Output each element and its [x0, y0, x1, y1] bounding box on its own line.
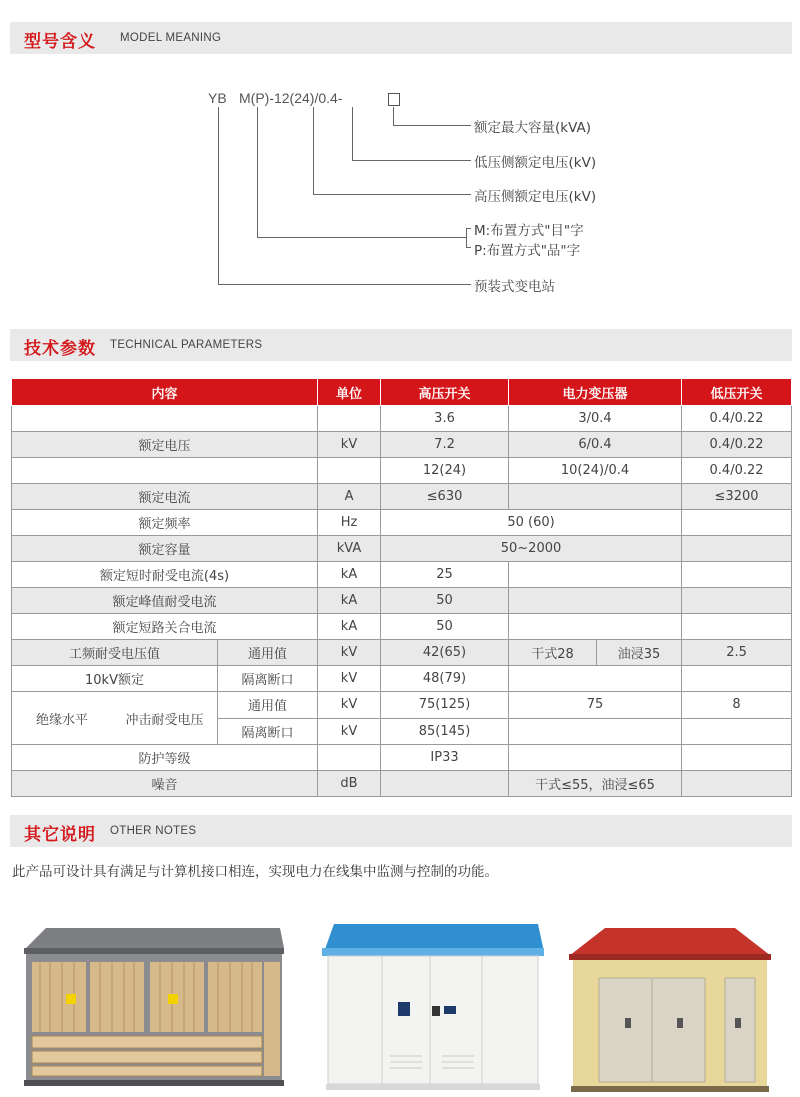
product-image-wood-substation — [18, 918, 290, 1093]
table-row — [12, 666, 792, 692]
cell: 50 (60) — [381, 510, 682, 536]
cell: 0.4/0.22 — [682, 432, 792, 458]
cell: 7.2 — [381, 432, 509, 458]
table-row — [12, 692, 792, 719]
cell: ≤3200 — [682, 484, 792, 510]
table-row — [12, 745, 792, 771]
table-row — [12, 614, 792, 640]
cell: 3.6 — [381, 406, 509, 432]
model-label-capacity: 额定最大容量(kVA) — [474, 120, 591, 136]
cell-unit: Hz — [318, 510, 381, 536]
model-diagram — [0, 70, 800, 310]
section-header-model — [10, 22, 792, 54]
cell-unit: kA — [318, 562, 381, 588]
header-transformer: 电力变压器 — [509, 379, 682, 406]
cell: 25 — [381, 562, 509, 588]
connector-line — [466, 247, 471, 248]
connector-line — [218, 107, 219, 285]
connector-line — [257, 237, 466, 238]
cell: 75 — [509, 692, 682, 719]
header-lv-switch: 低压开关 — [682, 379, 792, 406]
product-image-house-substation — [565, 922, 775, 1093]
cell-unit: dB — [318, 771, 381, 797]
section-title-cn: 其它说明 — [24, 825, 96, 845]
cell-label: 额定电压 — [12, 432, 318, 458]
product-image-white-substation — [318, 918, 548, 1093]
cell-sublabel: 通用值 — [218, 640, 318, 666]
cell: ≤630 — [381, 484, 509, 510]
cell: 12(24) — [381, 458, 509, 484]
model-label-layout-m: M:布置方式"目"字 — [474, 223, 584, 239]
cell-label: 额定峰值耐受电流 — [12, 588, 318, 614]
connector-line — [466, 228, 471, 229]
header-unit: 单位 — [318, 379, 381, 406]
table-row — [12, 406, 792, 432]
table-row — [12, 640, 792, 666]
connector-line — [466, 228, 467, 248]
cell-insulation — [12, 692, 218, 745]
table-row — [12, 771, 792, 797]
connector-line — [352, 107, 353, 161]
cell-label: 噪音 — [12, 771, 318, 797]
cell-unit: kV — [318, 432, 381, 458]
section-header-tech — [10, 329, 792, 361]
cell-label: 防护等级 — [12, 745, 318, 771]
section-title-en: OTHER NOTES — [110, 825, 197, 837]
connector-line — [313, 194, 471, 195]
cell: 0.4/0.22 — [682, 458, 792, 484]
cell-label: 冲击耐受电压 — [125, 712, 204, 728]
table-row — [12, 510, 792, 536]
model-code-rest: M(P)-12(24)/0.4- — [239, 90, 343, 106]
table-row — [12, 484, 792, 510]
connector-line — [313, 107, 314, 195]
cell-label: 工频耐受电压值 — [12, 640, 218, 666]
table-row — [12, 536, 792, 562]
table-row — [12, 458, 792, 484]
model-label-lv-voltage: 低压侧额定电压(kV) — [474, 155, 597, 171]
cell-unit: kA — [318, 588, 381, 614]
cell-label: 额定电流 — [12, 484, 318, 510]
header-content: 内容 — [12, 379, 318, 406]
cell: 50 — [381, 588, 509, 614]
cell: 85(145) — [381, 718, 509, 745]
section-title-en: MODEL MEANING — [120, 32, 222, 44]
cell: 10(24)/0.4 — [509, 458, 682, 484]
cell-label: 10kV额定 — [12, 666, 218, 692]
parameters-table — [11, 378, 792, 797]
connector-line — [393, 125, 471, 126]
cell-sublabel: 隔离断口 — [218, 718, 318, 745]
section-title-cn: 型号含义 — [24, 32, 96, 52]
table-row — [12, 432, 792, 458]
cell-label: 额定短路关合电流 — [12, 614, 318, 640]
model-label-hv-voltage: 高压侧额定电压(kV) — [474, 189, 597, 205]
cell-sublabel: 通用值 — [218, 692, 318, 719]
cell: 2.5 — [682, 640, 792, 666]
table-row — [12, 588, 792, 614]
connector-line — [257, 107, 258, 238]
section-header-notes — [10, 815, 792, 847]
cell-unit: kV — [318, 666, 381, 692]
model-label-layout-p: P:布置方式"品"字 — [474, 243, 581, 259]
cell-unit: kVA — [318, 536, 381, 562]
cell: 50~2000 — [381, 536, 682, 562]
cell-label: 绝缘水平 — [35, 712, 88, 728]
cell: 48(79) — [381, 666, 509, 692]
cell: 8 — [682, 692, 792, 719]
connector-line — [393, 107, 394, 126]
cell-sublabel: 隔离断口 — [218, 666, 318, 692]
cell-unit: kV — [318, 718, 381, 745]
cell: 50 — [381, 614, 509, 640]
cell: 75(125) — [381, 692, 509, 719]
cell: 干式≤55，油浸≤65 — [509, 771, 682, 797]
connector-line — [218, 284, 471, 285]
section-title-en: TECHNICAL PARAMETERS — [110, 339, 263, 351]
cell-label: 额定频率 — [12, 510, 318, 536]
cell-unit: kV — [318, 640, 381, 666]
cell-unit: kV — [318, 692, 381, 719]
cell: 0.4/0.22 — [682, 406, 792, 432]
table-header-row — [12, 379, 792, 406]
model-label-type: 预装式变电站 — [474, 279, 555, 295]
model-code-box — [388, 93, 400, 106]
header-hv-switch: 高压开关 — [381, 379, 509, 406]
cell: 干式28 — [509, 640, 597, 666]
section-title-cn: 技术参数 — [24, 339, 96, 359]
cell-label: 额定短时耐受电流(4s) — [12, 562, 318, 588]
cell-unit: kA — [318, 614, 381, 640]
notes-text: 此产品可设计具有满足与计算机接口相连，实现电力在线集中监测与控制的功能。 — [12, 864, 498, 880]
model-code-yb: YB — [208, 90, 227, 106]
cell: 3/0.4 — [509, 406, 682, 432]
table-row — [12, 562, 792, 588]
cell: IP33 — [381, 745, 509, 771]
connector-line — [352, 160, 471, 161]
cell: 6/0.4 — [509, 432, 682, 458]
cell: 42(65) — [381, 640, 509, 666]
cell-unit: A — [318, 484, 381, 510]
cell-label: 额定容量 — [12, 536, 318, 562]
cell: 油浸35 — [597, 640, 682, 666]
